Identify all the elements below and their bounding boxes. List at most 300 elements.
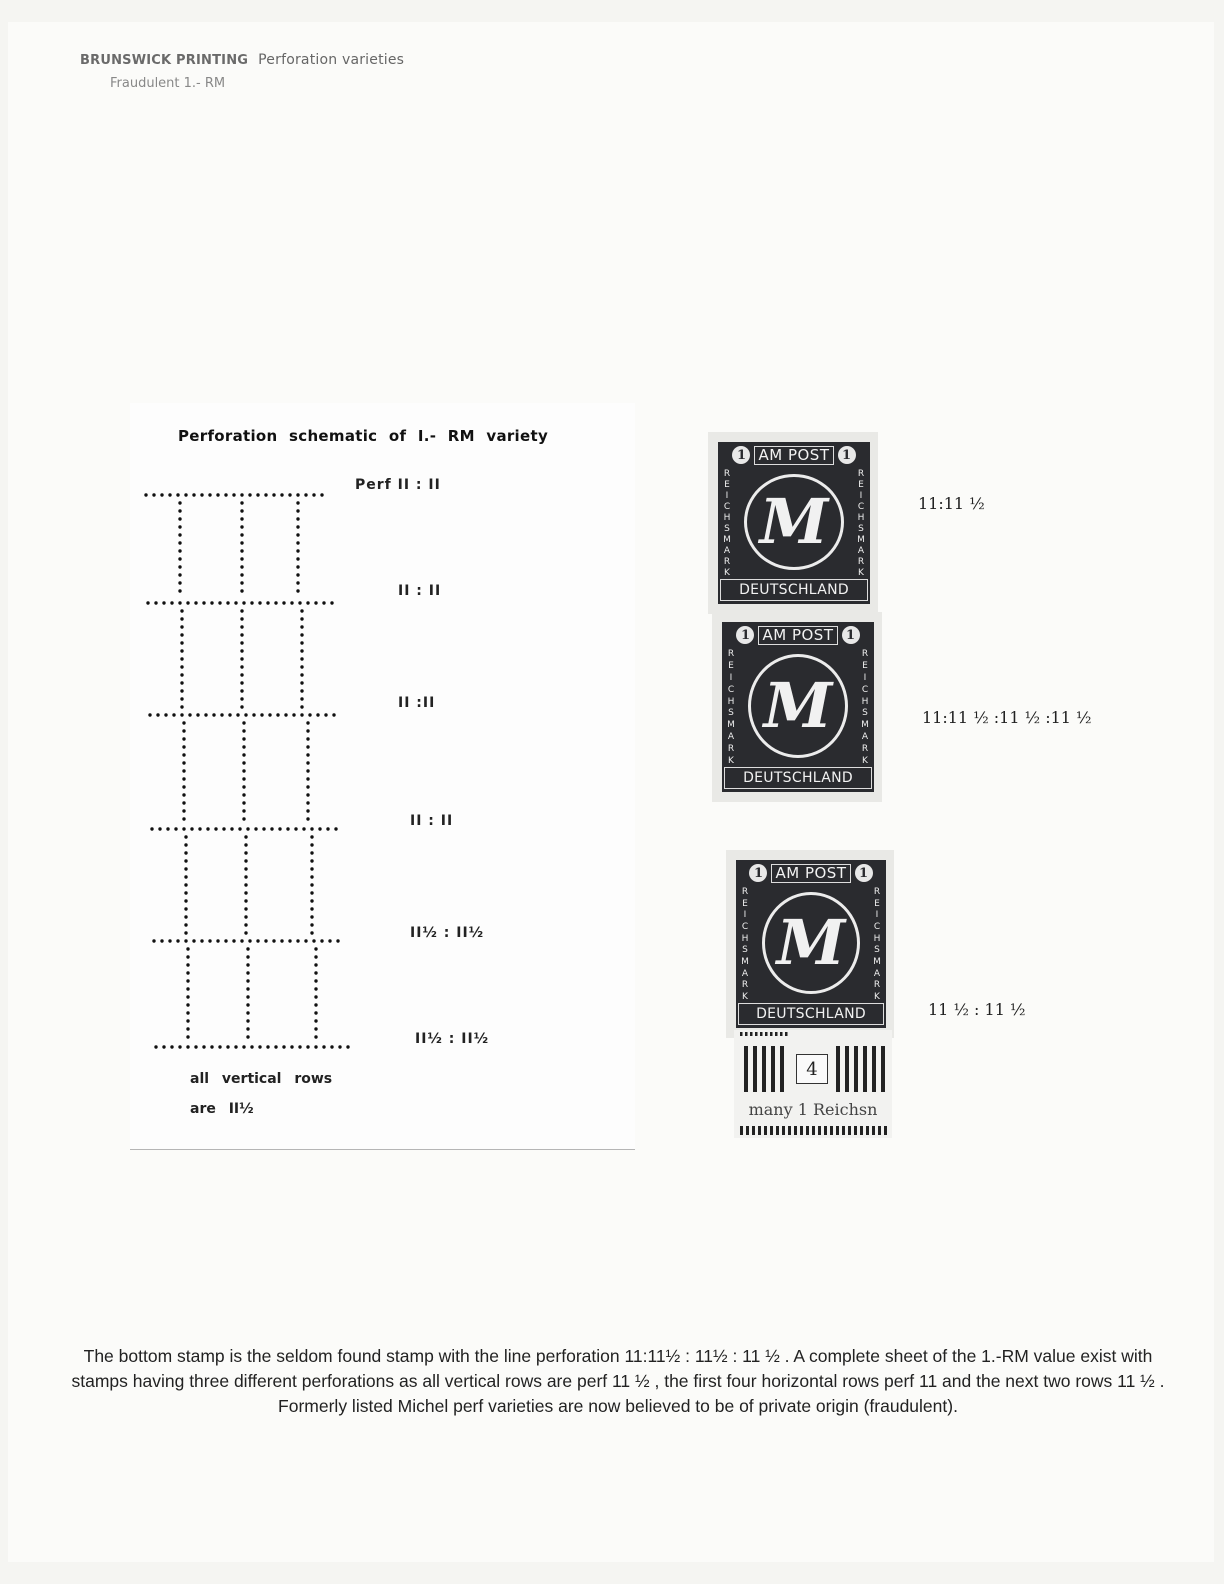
perforation-hole	[300, 673, 303, 676]
perforation-hole	[312, 939, 315, 942]
perforation-hole	[184, 843, 187, 846]
perforation-hole	[186, 955, 189, 958]
perforation-hole	[284, 713, 287, 716]
margin-bar	[842, 1126, 845, 1135]
perforation-hole	[180, 641, 183, 644]
perforation-hole	[184, 915, 187, 918]
perforation-hole	[314, 979, 317, 982]
perforation-hole	[242, 761, 245, 764]
perforation-hole	[314, 963, 317, 966]
row-label-5: II½ : II½	[410, 925, 485, 941]
perforation-hole	[218, 1045, 221, 1048]
margin-bar	[860, 1126, 863, 1135]
m-letter: M	[763, 669, 833, 742]
perforation-hole	[184, 851, 187, 854]
perforation-hole	[246, 947, 249, 950]
perforation-hole	[182, 793, 185, 796]
perforation-hole	[246, 987, 249, 990]
perforation-hole	[240, 525, 243, 528]
perforation-hole	[168, 493, 171, 496]
perforation-hole	[218, 601, 221, 604]
margin-inscription: many 1 Reichsn	[748, 1100, 878, 1119]
perforation-schematic	[130, 403, 635, 1150]
perforation-hole	[240, 589, 243, 592]
perforation-hole	[170, 1045, 173, 1048]
perforation-hole	[318, 827, 321, 830]
perforation-hole	[186, 1011, 189, 1014]
row-label-3: II :II	[398, 695, 436, 711]
perforation-hole	[296, 541, 299, 544]
perforation-hole	[176, 939, 179, 942]
perforation-hole	[184, 493, 187, 496]
margin-bar	[845, 1046, 849, 1092]
margin-bar	[854, 1126, 857, 1135]
margin-bar	[770, 1126, 773, 1135]
perforation-hole	[320, 939, 323, 942]
value-badge: 1	[736, 626, 754, 644]
perforation-hole	[208, 493, 211, 496]
perforation-hole	[252, 713, 255, 716]
perforation-hole	[296, 509, 299, 512]
perforation-hole	[246, 1011, 249, 1014]
perforation-hole	[296, 581, 299, 584]
margin-bar	[788, 1126, 791, 1135]
stamp-side-text: R E I C H S M A R K	[873, 887, 881, 1002]
perforation-hole	[178, 589, 181, 592]
perforation-hole	[304, 939, 307, 942]
perforation-hole	[166, 827, 169, 830]
perforation-hole	[246, 1035, 249, 1038]
margin-bar	[824, 1126, 827, 1135]
perforation-hole	[282, 601, 285, 604]
perforation-hole	[168, 939, 171, 942]
stamp-side-text: R E I C H S M A R K	[741, 887, 749, 1002]
perforation-hole	[240, 649, 243, 652]
perforation-hole	[228, 713, 231, 716]
stamp-middle	[712, 612, 882, 802]
perforation-hole	[256, 939, 259, 942]
margin-bar	[771, 1046, 775, 1092]
perforation-hole	[178, 517, 181, 520]
perforation-hole	[310, 859, 313, 862]
perforation-hole	[160, 939, 163, 942]
perforation-hole	[182, 721, 185, 724]
schematic-note-line2: are II½	[190, 1101, 254, 1117]
perforation-hole	[244, 891, 247, 894]
perforation-hole	[296, 573, 299, 576]
m-oval	[748, 654, 848, 758]
perforation-hole	[222, 827, 225, 830]
perforation-hole	[212, 713, 215, 716]
perforation-hole	[178, 573, 181, 576]
perforation-hole	[278, 827, 281, 830]
perforation-hole	[178, 509, 181, 512]
perforation-hole	[296, 549, 299, 552]
margin-bar	[782, 1126, 785, 1135]
perforation-hole	[270, 827, 273, 830]
row-label-4: II : II	[410, 813, 454, 829]
perforation-hole	[242, 1045, 245, 1048]
perforation-hole	[246, 955, 249, 958]
margin-bar	[750, 1032, 753, 1036]
perforation-hole	[296, 517, 299, 520]
perforation-hole	[254, 827, 257, 830]
perforation-hole	[190, 827, 193, 830]
perforation-hole	[180, 649, 183, 652]
perforation-hole	[314, 1011, 317, 1014]
perforation-hole	[240, 541, 243, 544]
header-title: BRUNSWICK PRINTING	[80, 53, 249, 68]
perforation-hole	[214, 827, 217, 830]
margin-bar	[752, 1126, 755, 1135]
perforation-hole	[182, 761, 185, 764]
perforation-hole	[180, 673, 183, 676]
perforation-hole	[266, 1045, 269, 1048]
perforation-hole	[300, 657, 303, 660]
perforation-hole	[310, 851, 313, 854]
perforation-hole	[240, 581, 243, 584]
stamp-country-text: DEUTSCHLAND	[724, 767, 872, 789]
perforation-hole	[178, 601, 181, 604]
perforation-hole	[322, 601, 325, 604]
perforation-hole	[184, 923, 187, 926]
perforation-hole	[298, 601, 301, 604]
perforation-hole	[288, 939, 291, 942]
perforation-hole	[290, 601, 293, 604]
perforation-hole	[224, 939, 227, 942]
perforation-hole	[226, 601, 229, 604]
perforation-hole	[242, 753, 245, 756]
perforation-hole	[240, 573, 243, 576]
perforation-hole	[300, 713, 303, 716]
perforation-hole	[240, 697, 243, 700]
perforation-hole	[182, 745, 185, 748]
perforation-hole	[180, 657, 183, 660]
perforation-hole	[300, 625, 303, 628]
perforation-hole	[324, 713, 327, 716]
value-badge: 1	[732, 446, 750, 464]
margin-bar	[744, 1046, 748, 1092]
perforation-hole	[184, 835, 187, 838]
perforation-hole	[186, 971, 189, 974]
perforation-hole	[206, 827, 209, 830]
perforation-hole	[232, 939, 235, 942]
perforation-hole	[274, 1045, 277, 1048]
margin-bar	[775, 1032, 778, 1036]
perforation-hole	[234, 1045, 237, 1048]
perforation-hole	[234, 601, 237, 604]
perforation-hole	[244, 907, 247, 910]
margin-bar	[794, 1126, 797, 1135]
perforation-hole	[280, 939, 283, 942]
perforation-hole	[182, 769, 185, 772]
perforation-hole	[182, 737, 185, 740]
perforation-hole	[246, 971, 249, 974]
perforation-hole	[186, 979, 189, 982]
perforation-hole	[338, 1045, 341, 1048]
perforation-hole	[310, 923, 313, 926]
perforation-hole	[240, 625, 243, 628]
perforation-hole	[300, 633, 303, 636]
perforation-hole	[184, 939, 187, 942]
perforation-hole	[150, 827, 153, 830]
perforation-hole	[202, 1045, 205, 1048]
perforation-hole	[184, 891, 187, 894]
perforation-hole	[246, 1027, 249, 1030]
perforation-hole	[306, 737, 309, 740]
margin-bar	[746, 1126, 749, 1135]
perforation-hole	[182, 777, 185, 780]
perforation-hole	[200, 939, 203, 942]
perforation-hole	[240, 509, 243, 512]
perforation-hole	[314, 1045, 317, 1048]
perforation-hole	[208, 939, 211, 942]
margin-bar	[818, 1126, 821, 1135]
perforation-hole	[186, 1045, 189, 1048]
margin-bar	[753, 1046, 757, 1092]
perforation-hole	[162, 1045, 165, 1048]
perforation-hole	[184, 931, 187, 934]
perforation-hole	[328, 939, 331, 942]
perforation-hole	[192, 939, 195, 942]
perforation-hole	[186, 1027, 189, 1030]
perforation-hole	[280, 493, 283, 496]
perforation-hole	[182, 753, 185, 756]
margin-bar	[884, 1126, 887, 1135]
perforation-hole	[258, 1045, 261, 1048]
perforation-hole	[248, 939, 251, 942]
perf-note-top: 11:11 ½	[918, 494, 985, 513]
perforation-hole	[306, 721, 309, 724]
perforation-hole	[310, 915, 313, 918]
perforation-hole	[194, 601, 197, 604]
perforation-hole	[210, 1045, 213, 1048]
perforation-hole	[240, 681, 243, 684]
perforation-hole	[332, 713, 335, 716]
schematic-title: Perforation schematic of I.- RM variety	[178, 427, 549, 445]
perforation-hole	[186, 1019, 189, 1022]
perforation-hole	[306, 801, 309, 804]
perforation-hole	[314, 601, 317, 604]
perforation-hole	[242, 817, 245, 820]
perforation-hole	[304, 493, 307, 496]
perforation-hole	[310, 899, 313, 902]
perforation-hole	[244, 931, 247, 934]
perforation-hole	[244, 713, 247, 716]
schematic-note-line1: all vertical rows	[190, 1071, 333, 1087]
perforation-hole	[178, 1045, 181, 1048]
row-label-1: Perf II : II	[355, 477, 441, 493]
stamp-side-text: R E I C H S M A R K	[861, 649, 869, 766]
perforation-hole	[300, 649, 303, 652]
perforation-hole	[246, 963, 249, 966]
perforation-hole	[186, 987, 189, 990]
margin-bar	[776, 1126, 779, 1135]
perforation-hole	[240, 673, 243, 676]
margin-bar	[806, 1126, 809, 1135]
perforation-hole	[250, 601, 253, 604]
perforation-hole	[296, 557, 299, 560]
perforation-hole	[186, 1003, 189, 1006]
perforation-hole	[184, 867, 187, 870]
perforation-hole	[314, 1027, 317, 1030]
stamp-top	[708, 432, 878, 614]
perforation-hole	[262, 827, 265, 830]
perforation-hole	[178, 581, 181, 584]
perforation-hole	[204, 713, 207, 716]
perforation-hole	[148, 713, 151, 716]
perforation-hole	[302, 827, 305, 830]
sheet-margin-tab	[734, 1030, 892, 1138]
perforation-hole	[256, 493, 259, 496]
margin-bar	[785, 1032, 788, 1036]
perforation-hole	[226, 1045, 229, 1048]
margin-bar	[745, 1032, 748, 1036]
perforation-hole	[314, 1035, 317, 1038]
page-header	[80, 52, 404, 68]
perforation-hole	[238, 827, 241, 830]
perforation-hole	[248, 493, 251, 496]
perforation-hole	[300, 665, 303, 668]
margin-bar	[854, 1046, 858, 1092]
perforation-hole	[210, 601, 213, 604]
perforation-hole	[308, 713, 311, 716]
stamp-side-text: R E I C H S M A R K	[723, 469, 731, 578]
margin-bar	[878, 1126, 881, 1135]
perforation-hole	[240, 565, 243, 568]
perforation-hole	[240, 501, 243, 504]
perforation-hole	[200, 493, 203, 496]
perforation-hole	[314, 955, 317, 958]
perforation-hole	[300, 617, 303, 620]
perforation-hole	[306, 817, 309, 820]
perforation-hole	[192, 493, 195, 496]
perforation-hole	[188, 713, 191, 716]
perforation-hole	[242, 801, 245, 804]
perforation-hole	[310, 883, 313, 886]
perforation-hole	[244, 915, 247, 918]
perforation-hole	[242, 601, 245, 604]
page-caption: The bottom stamp is the seldom found stamp with the line perforation 11:11½ : 11½ : 11 ½ . A complete sheet of the 1.-RM value exist with stamps having three different perforations as all vertical rows are perf 11 ½ , the first four horizontal rows perf 11 and the next two rows 11 ½ . Formerly listed Michel perf varieties are now believed to be of private origin (fraudulent).	[71, 1346, 1165, 1416]
perforation-hole	[240, 517, 243, 520]
perforation-hole	[186, 947, 189, 950]
perforation-hole	[244, 843, 247, 846]
perforation-hole	[240, 939, 243, 942]
perforation-hole	[296, 501, 299, 504]
perforation-hole	[202, 601, 205, 604]
stamp-header-text: AM POST	[771, 864, 850, 883]
margin-bar	[740, 1126, 743, 1135]
perforation-hole	[240, 657, 243, 660]
margin-number: 4	[796, 1054, 828, 1084]
perforation-hole	[182, 827, 185, 830]
margin-bar	[872, 1046, 876, 1092]
perforation-hole	[296, 493, 299, 496]
perforation-hole	[314, 947, 317, 950]
perforation-hole	[296, 565, 299, 568]
perforation-hole	[156, 713, 159, 716]
perforation-hole	[296, 525, 299, 528]
perforation-hole	[310, 827, 313, 830]
perforation-hole	[310, 891, 313, 894]
perforation-hole	[180, 705, 183, 708]
perforation-hole	[316, 713, 319, 716]
perforation-hole	[236, 713, 239, 716]
perforation-hole	[172, 713, 175, 716]
perforation-hole	[250, 1045, 253, 1048]
perforation-hole	[240, 665, 243, 668]
perforation-hole	[306, 777, 309, 780]
perf-note-middle: 11:11 ½ :11 ½ :11 ½	[922, 708, 1092, 727]
margin-bar	[770, 1032, 773, 1036]
perforation-hole	[244, 859, 247, 862]
perforation-hole	[198, 827, 201, 830]
perforation-hole	[220, 713, 223, 716]
value-badge: 1	[749, 864, 767, 882]
perforation-hole	[244, 851, 247, 854]
value-badge: 1	[842, 626, 860, 644]
perforation-hole	[184, 907, 187, 910]
perforation-hole	[196, 713, 199, 716]
perforation-hole	[242, 785, 245, 788]
perforation-hole	[144, 493, 147, 496]
perforation-hole	[330, 1045, 333, 1048]
header-subtitle: Perforation varieties	[258, 52, 405, 68]
perforation-hole	[242, 777, 245, 780]
perforation-hole	[300, 681, 303, 684]
header-line2: Fraudulent 1.- RM	[110, 76, 226, 91]
m-letter: M	[759, 485, 829, 558]
perforation-hole	[170, 601, 173, 604]
perforation-hole	[306, 1045, 309, 1048]
perforation-hole	[274, 601, 277, 604]
perforation-hole	[306, 793, 309, 796]
perforation-hole	[310, 835, 313, 838]
perforation-hole	[180, 665, 183, 668]
perforation-hole	[240, 493, 243, 496]
perforation-hole	[306, 785, 309, 788]
perforation-hole	[314, 1003, 317, 1006]
perforation-hole	[298, 1045, 301, 1048]
margin-bar	[830, 1126, 833, 1135]
perforation-hole	[288, 493, 291, 496]
perforation-hole	[180, 713, 183, 716]
perforation-hole	[154, 1045, 157, 1048]
perforation-hole	[276, 713, 279, 716]
perforation-hole	[244, 867, 247, 870]
perforation-hole	[240, 641, 243, 644]
margin-bar	[836, 1046, 840, 1092]
perforation-hole	[296, 533, 299, 536]
perforation-hole	[306, 753, 309, 756]
perforation-hole	[176, 493, 179, 496]
perforation-hole	[300, 697, 303, 700]
perforation-hole	[246, 1003, 249, 1006]
perforation-hole	[240, 549, 243, 552]
margin-bar	[762, 1046, 766, 1092]
margin-bar	[836, 1126, 839, 1135]
perforation-hole	[178, 557, 181, 560]
perforation-hole	[180, 697, 183, 700]
perforation-hole	[292, 713, 295, 716]
perforation-hole	[160, 493, 163, 496]
perforation-hole	[266, 601, 269, 604]
perforation-hole	[230, 827, 233, 830]
perforation-hole	[264, 939, 267, 942]
perforation-hole	[268, 713, 271, 716]
perforation-hole	[180, 617, 183, 620]
stamp-bottom	[726, 850, 894, 1038]
